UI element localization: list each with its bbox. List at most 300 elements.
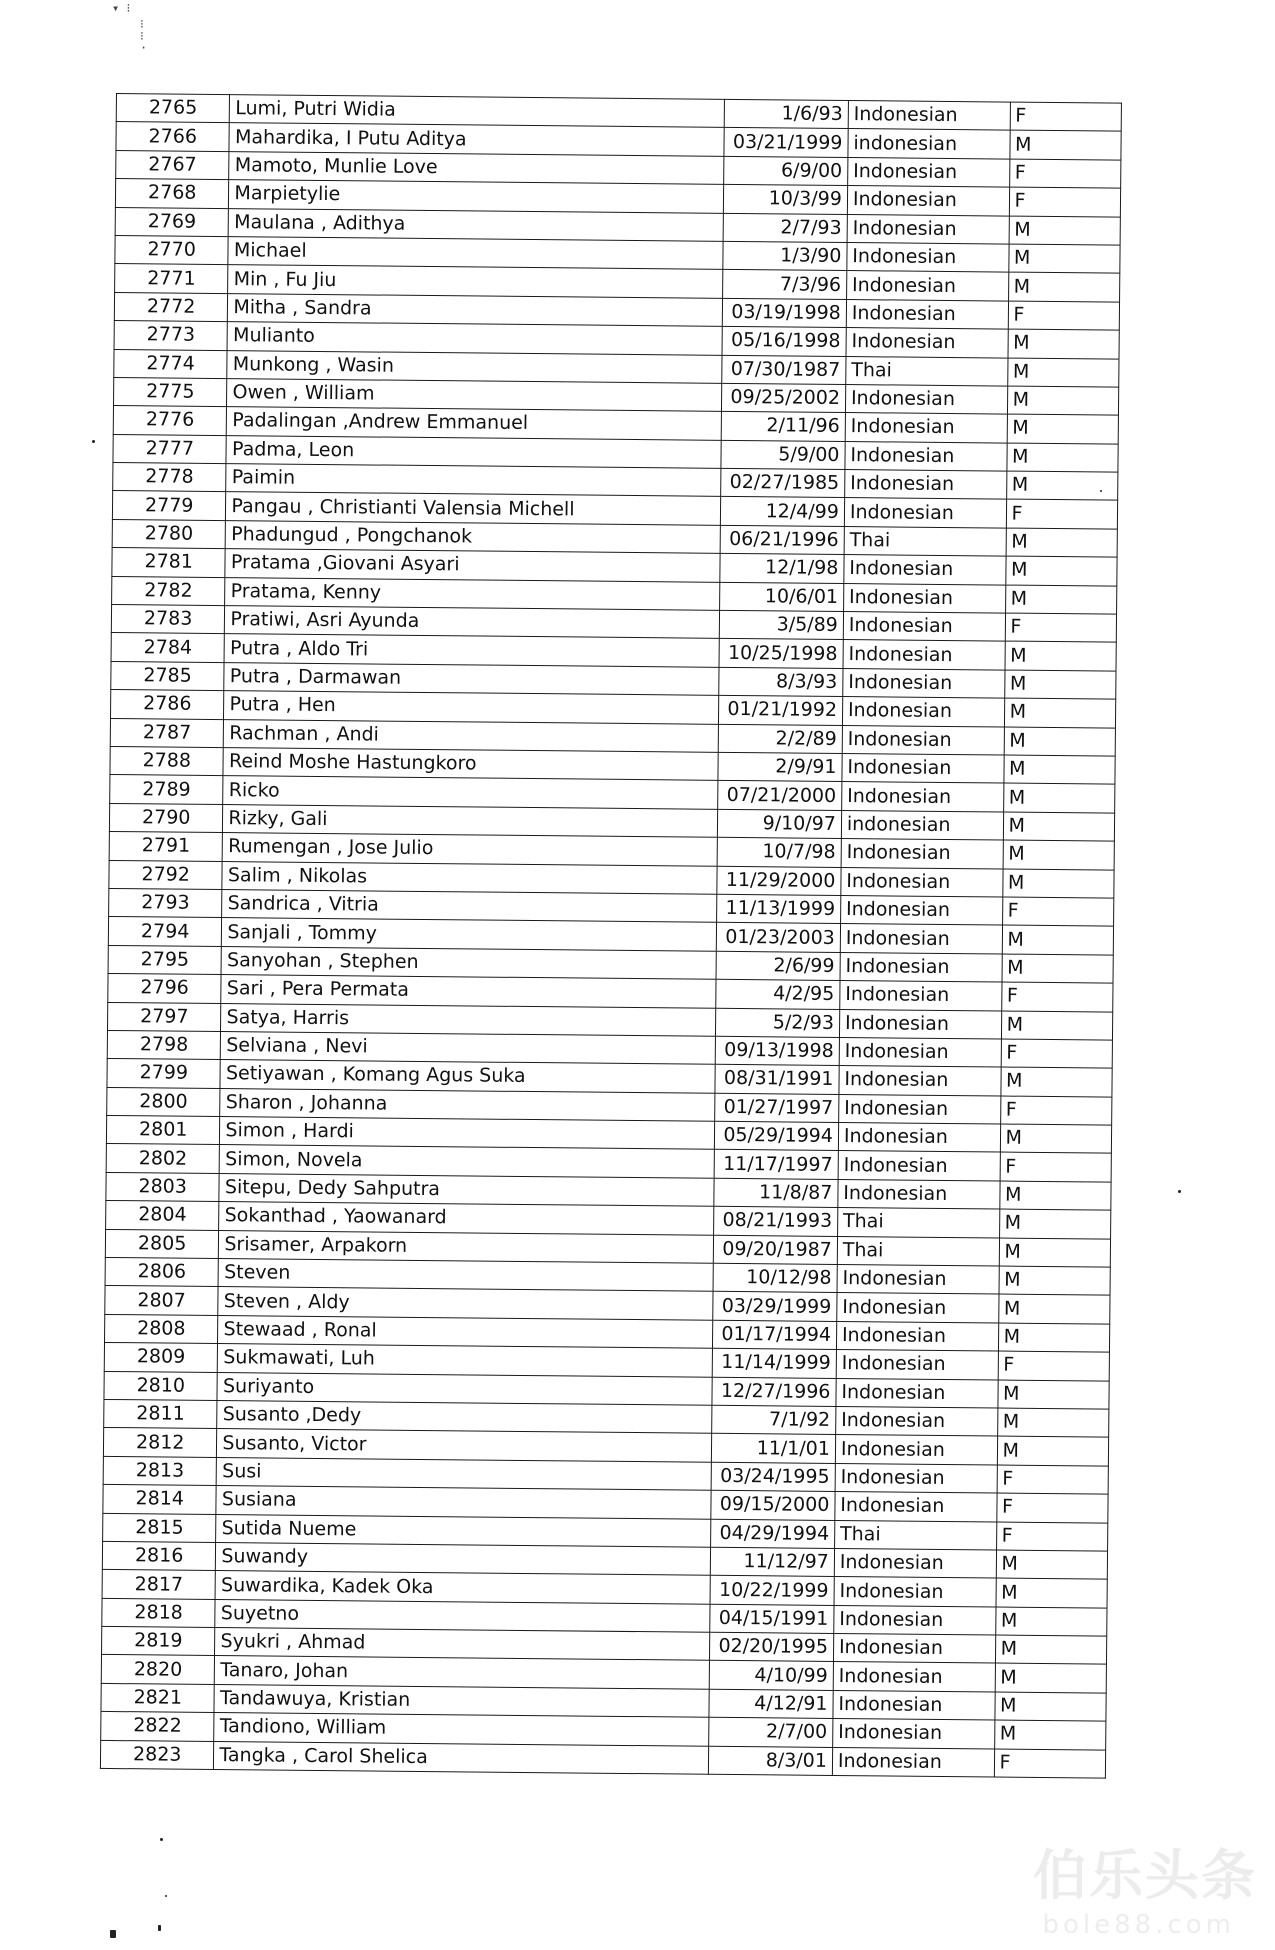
sex-cell: M [999, 1266, 1111, 1295]
name-cell: Steven [218, 1259, 713, 1292]
birthdate-cell: 04/15/1991 [710, 1604, 834, 1634]
row-number: 2809 [104, 1343, 218, 1372]
name-cell: Tandawuya, Kristian [214, 1684, 709, 1717]
birthdate-cell: 01/27/1997 [715, 1093, 839, 1123]
birthdate-cell: 01/23/2003 [717, 923, 841, 953]
row-number: 2775 [113, 377, 227, 406]
name-cell: Padma, Leon [226, 435, 721, 468]
nationality-cell: Indonesian [838, 1123, 1000, 1153]
sex-cell: M [1002, 869, 1114, 898]
sex-cell: F [1001, 982, 1113, 1011]
nationality-cell: indonesian [848, 129, 1010, 159]
row-number: 2793 [109, 888, 223, 917]
birthdate-cell: 11/1/01 [712, 1434, 836, 1464]
birthdate-cell: 11/12/97 [711, 1547, 835, 1577]
nationality-cell: Thai [837, 1208, 999, 1238]
name-cell: Syukri , Ahmad [215, 1628, 710, 1661]
row-number: 2816 [102, 1541, 216, 1570]
nationality-cell: Indonesian [837, 1293, 999, 1323]
sex-cell: F [1009, 187, 1121, 216]
nationality-cell: Indonesian [843, 640, 1005, 670]
sex-cell: F [1000, 1152, 1112, 1181]
nationality-cell: Indonesian [833, 1662, 995, 1692]
name-cell: Phadungud , Pongchanok [226, 520, 721, 553]
row-number: 2769 [115, 207, 229, 236]
sex-cell: M [1007, 358, 1119, 387]
nationality-cell: Indonesian [843, 583, 1005, 613]
sex-cell: F [1001, 1039, 1113, 1068]
birthdate-cell: 07/21/2000 [718, 781, 842, 811]
name-cell: Mamoto, Munlie Love [229, 151, 724, 184]
name-cell: Steven , Aldy [218, 1287, 713, 1320]
row-number: 2782 [112, 576, 226, 605]
roster-sheet [100, 93, 1122, 1779]
nationality-cell: Indonesian [846, 328, 1008, 358]
name-cell: Sanyohan , Stephen [221, 946, 716, 979]
nationality-cell: Indonesian [840, 895, 1002, 925]
name-cell: Padalingan ,Andrew Emmanuel [227, 407, 722, 440]
nationality-cell: Indonesian [841, 839, 1003, 869]
name-cell: Michael [228, 237, 723, 270]
birthdate-cell: 8/3/93 [719, 667, 843, 697]
name-cell: Sharon , Johanna [220, 1088, 715, 1121]
name-cell: Sanjali , Tommy [222, 918, 717, 951]
sex-cell: M [1002, 954, 1114, 983]
birthdate-cell: 01/17/1994 [713, 1320, 837, 1350]
birthdate-cell: 7/3/96 [723, 270, 847, 300]
birthdate-cell: 2/7/00 [709, 1718, 833, 1748]
sex-cell: F [998, 1351, 1110, 1380]
sex-cell: M [1004, 698, 1116, 727]
birthdate-cell: 3/5/89 [720, 610, 844, 640]
birthdate-cell: 11/8/87 [714, 1178, 838, 1208]
nationality-cell: Indonesian [839, 1094, 1001, 1124]
nationality-cell: Indonesian [841, 867, 1003, 897]
row-number: 2803 [106, 1172, 220, 1201]
birthdate-cell: 05/29/1994 [715, 1121, 839, 1151]
nationality-cell: Indonesian [837, 1264, 999, 1294]
row-number: 2765 [116, 94, 230, 123]
nationality-cell: Thai [844, 526, 1006, 556]
sex-cell: M [1009, 130, 1121, 159]
scan-speck [165, 1895, 167, 1897]
sex-cell: F [997, 1465, 1109, 1494]
row-number: 2823 [100, 1740, 214, 1769]
name-cell: Owen , William [227, 378, 722, 411]
nationality-cell: Indonesian [847, 214, 1009, 244]
row-number: 2767 [116, 150, 230, 179]
name-cell: Sitepu, Dedy Sahputra [219, 1173, 714, 1206]
name-cell: Pratiwi, Asri Ayunda [225, 606, 720, 639]
nationality-cell: Indonesian [840, 981, 1002, 1011]
row-number: 2770 [115, 235, 229, 264]
name-cell: Munkong , Wasin [227, 350, 722, 383]
name-cell: Rizky, Gali [223, 804, 718, 837]
name-cell: Pratama, Kenny [225, 577, 720, 610]
name-cell: Mahardika, I Putu Aditya [229, 123, 724, 156]
nationality-cell: Indonesian [833, 1719, 995, 1749]
sex-cell: M [998, 1294, 1110, 1323]
sex-cell: F [996, 1522, 1108, 1551]
name-cell: Tanaro, Johan [215, 1656, 710, 1689]
row-number: 2771 [115, 264, 229, 293]
sex-cell: M [999, 1181, 1111, 1210]
name-cell: Reind Moshe Hastungkoro [223, 748, 718, 781]
nationality-cell: indonesian [841, 810, 1003, 840]
birthdate-cell: 09/13/1998 [716, 1036, 840, 1066]
birthdate-cell: 12/1/98 [720, 554, 844, 584]
name-cell: Ricko [223, 776, 718, 809]
row-number: 2806 [105, 1257, 219, 1286]
sex-cell: M [997, 1408, 1109, 1437]
name-cell: Putra , Aldo Tri [224, 634, 719, 667]
row-number: 2796 [108, 974, 222, 1003]
row-number: 2801 [106, 1116, 220, 1145]
scan-speck [92, 440, 95, 443]
nationality-cell: Indonesian [845, 441, 1007, 471]
birthdate-cell: 07/30/1987 [722, 355, 846, 385]
birthdate-cell: 6/9/00 [724, 156, 848, 186]
name-cell: Sutida Nueme [216, 1514, 711, 1547]
name-cell: Putra , Darmawan [224, 662, 719, 695]
name-cell: Susi [217, 1457, 712, 1490]
sex-cell: F [1008, 301, 1120, 330]
sex-cell: M [1008, 329, 1120, 358]
row-number: 2820 [101, 1655, 215, 1684]
name-cell: Maulana , Adithya [229, 208, 724, 241]
birthdate-cell: 2/11/96 [722, 412, 846, 442]
birthdate-cell: 02/20/1995 [710, 1632, 834, 1662]
scan-speck [110, 1930, 116, 1938]
row-number: 2778 [113, 463, 227, 492]
row-number: 2794 [108, 917, 222, 946]
birthdate-cell: 03/19/1998 [723, 298, 847, 328]
row-number: 2773 [114, 321, 228, 350]
nationality-cell: Indonesian [845, 470, 1007, 500]
nationality-cell: Indonesian [847, 186, 1009, 216]
nationality-cell: Thai [837, 1236, 999, 1266]
nationality-cell: Indonesian [840, 924, 1002, 954]
nationality-cell: Indonesian [839, 1009, 1001, 1039]
sex-cell: M [997, 1436, 1109, 1465]
row-number: 2797 [108, 1002, 222, 1031]
sex-cell: M [1006, 528, 1118, 557]
birthdate-cell: 7/1/92 [712, 1405, 836, 1435]
name-cell: Susanto ,Dedy [217, 1401, 712, 1434]
sex-cell: M [997, 1380, 1109, 1409]
birthdate-cell: 2/2/89 [719, 724, 843, 754]
name-cell: Sukmawati, Luh [218, 1344, 713, 1377]
sex-cell: F [1000, 1096, 1112, 1125]
sex-cell: M [1005, 641, 1117, 670]
nationality-cell: Indonesian [836, 1406, 998, 1436]
name-cell: Srisamer, Arpakorn [219, 1230, 714, 1263]
birthdate-cell: 9/10/97 [718, 809, 842, 839]
name-cell: Suwandy [216, 1542, 711, 1575]
sex-cell: M [1007, 414, 1119, 443]
name-cell: Mulianto [227, 322, 722, 355]
row-number: 2813 [103, 1456, 217, 1485]
nationality-cell: Thai [846, 356, 1008, 386]
nationality-cell: Indonesian [843, 612, 1005, 642]
birthdate-cell: 02/27/1985 [721, 468, 845, 498]
sex-cell: M [998, 1323, 1110, 1352]
row-number: 2768 [115, 179, 229, 208]
row-number: 2777 [113, 434, 227, 463]
sex-cell: F [1005, 613, 1117, 642]
row-number: 2795 [108, 945, 222, 974]
sex-cell: F [1010, 102, 1122, 131]
sex-cell: M [1003, 783, 1115, 812]
nationality-cell: Indonesian [845, 413, 1007, 443]
sex-cell: F [1002, 897, 1114, 926]
row-number: 2783 [111, 605, 225, 634]
name-cell: Simon, Novela [220, 1145, 715, 1178]
sex-cell: M [994, 1720, 1106, 1749]
nationality-cell: Indonesian [848, 101, 1010, 131]
row-number: 2808 [105, 1314, 219, 1343]
birthdate-cell: 05/16/1998 [722, 326, 846, 356]
birthdate-cell: 5/2/93 [716, 1008, 840, 1038]
birthdate-cell: 11/13/1999 [717, 894, 841, 924]
sex-cell: F [994, 1749, 1106, 1778]
scan-margin-mark: ▾ ⁝ [112, 1, 131, 15]
sex-cell: M [1008, 272, 1120, 301]
sex-cell: M [999, 1209, 1111, 1238]
row-number: 2792 [109, 860, 223, 889]
row-number: 2798 [107, 1030, 221, 1059]
birthdate-cell: 03/24/1995 [712, 1462, 836, 1492]
name-cell: Salim , Nikolas [222, 861, 717, 894]
row-number: 2805 [105, 1229, 219, 1258]
row-number: 2776 [113, 406, 227, 435]
row-number: 2802 [106, 1144, 220, 1173]
birthdate-cell: 10/7/98 [718, 837, 842, 867]
birthdate-cell: 10/12/98 [713, 1263, 837, 1293]
roster-table [100, 93, 1122, 1779]
sex-cell: M [1007, 386, 1119, 415]
name-cell: Sandrica , Vitria [222, 889, 717, 922]
scan-speck [160, 1838, 163, 1841]
row-number: 2772 [114, 292, 228, 321]
name-cell: Suyetno [215, 1599, 710, 1632]
sex-cell: M [1004, 670, 1116, 699]
birthdate-cell: 10/25/1998 [719, 639, 843, 669]
birthdate-cell: 2/7/93 [724, 213, 848, 243]
nationality-cell: Indonesian [835, 1492, 997, 1522]
nationality-cell: Indonesian [834, 1605, 996, 1635]
birthdate-cell: 8/3/01 [709, 1746, 833, 1776]
nationality-cell: Indonesian [842, 782, 1004, 812]
sex-cell: M [1004, 727, 1116, 756]
sex-cell: M [995, 1607, 1107, 1636]
name-cell: Satya, Harris [221, 1003, 716, 1036]
row-number: 2818 [102, 1598, 216, 1627]
name-cell: Sari , Pera Permata [221, 975, 716, 1008]
nationality-cell: Indonesian [836, 1321, 998, 1351]
sex-cell: M [1002, 925, 1114, 954]
birthdate-cell: 2/9/91 [718, 752, 842, 782]
birthdate-cell: 08/21/1993 [714, 1207, 838, 1237]
nationality-cell: Indonesian [832, 1747, 994, 1777]
row-number: 2819 [102, 1627, 216, 1656]
row-number: 2810 [104, 1371, 218, 1400]
name-cell: Pangau , Christianti Valensia Michell [226, 492, 721, 525]
row-number: 2815 [103, 1513, 217, 1542]
name-cell: Stewaad , Ronal [218, 1315, 713, 1348]
name-cell: Susiana [216, 1486, 711, 1519]
row-number: 2766 [116, 122, 230, 151]
name-cell: Mitha , Sandra [228, 293, 723, 326]
nationality-cell: Indonesian [846, 299, 1008, 329]
row-number: 2822 [101, 1712, 215, 1741]
nationality-cell: Indonesian [847, 242, 1009, 272]
nationality-cell: Indonesian [845, 384, 1007, 414]
birthdate-cell: 10/3/99 [724, 185, 848, 215]
row-number: 2774 [114, 349, 228, 378]
scan-speck [1178, 1190, 1181, 1193]
sex-cell: F [996, 1493, 1108, 1522]
row-number: 2785 [111, 661, 225, 690]
watermark-url: bole88.com [1042, 1910, 1235, 1940]
birthdate-cell: 06/21/1996 [721, 525, 845, 555]
nationality-cell: Indonesian [835, 1435, 997, 1465]
row-number: 2821 [101, 1683, 215, 1712]
sex-cell: M [996, 1578, 1108, 1607]
name-cell: Selviana , Nevi [221, 1031, 716, 1064]
row-number: 2791 [109, 832, 223, 861]
nationality-cell: Indonesian [833, 1690, 995, 1720]
nationality-cell: Indonesian [834, 1577, 996, 1607]
name-cell: Pratama ,Giovani Asyari [225, 549, 720, 582]
name-cell: Suriyanto [217, 1372, 712, 1405]
row-number: 2788 [110, 746, 224, 775]
row-number: 2787 [110, 718, 224, 747]
nationality-cell: Indonesian [844, 498, 1006, 528]
nationality-cell: Indonesian [840, 952, 1002, 982]
birthdate-cell: 12/27/1996 [712, 1377, 836, 1407]
row-number: 2780 [112, 519, 226, 548]
birthdate-cell: 4/2/95 [716, 979, 840, 1009]
row-number: 2779 [112, 491, 226, 520]
name-cell: Rachman , Andi [224, 719, 719, 752]
birthdate-cell: 01/21/1992 [719, 696, 843, 726]
nationality-cell: Indonesian [838, 1151, 1000, 1181]
name-cell: Simon , Hardi [220, 1117, 715, 1150]
birthdate-cell: 09/15/2000 [711, 1490, 835, 1520]
birthdate-cell: 12/4/99 [721, 497, 845, 527]
name-cell: Rumengan , Jose Julio [223, 833, 718, 866]
sex-cell: M [995, 1663, 1107, 1692]
sex-cell: M [1006, 443, 1118, 472]
name-cell: Putra , Hen [224, 691, 719, 724]
name-cell: Lumi, Putri Widia [230, 95, 725, 128]
row-number: 2790 [109, 803, 223, 832]
roster-table-body [100, 94, 1121, 1779]
name-cell: Susanto, Victor [217, 1429, 712, 1462]
nationality-cell: Indonesian [839, 1037, 1001, 1067]
birthdate-cell: 03/29/1999 [713, 1292, 837, 1322]
row-number: 2784 [111, 633, 225, 662]
sex-cell: F [1006, 500, 1118, 529]
birthdate-cell: 09/20/1987 [714, 1235, 838, 1265]
nationality-cell: Indonesian [848, 157, 1010, 187]
birthdate-cell: 09/25/2002 [722, 383, 846, 413]
birthdate-cell: 4/12/91 [709, 1689, 833, 1719]
row-number: 2800 [107, 1087, 221, 1116]
birthdate-cell: 1/3/90 [723, 241, 847, 271]
sex-cell: M [1003, 840, 1115, 869]
sex-cell: M [1006, 471, 1118, 500]
nationality-cell: Indonesian [839, 1066, 1001, 1096]
sex-cell: M [1000, 1067, 1112, 1096]
watermark-logo: 伯乐头条 [1033, 1844, 1257, 1907]
nationality-cell: Indonesian [846, 271, 1008, 301]
sex-cell: M [1009, 216, 1121, 245]
scan-speck [158, 1925, 161, 1931]
birthdate-cell: 08/31/1991 [715, 1065, 839, 1095]
birthdate-cell: 10/22/1999 [710, 1576, 834, 1606]
sex-cell: M [995, 1635, 1107, 1664]
sex-cell: M [1008, 244, 1120, 273]
name-cell: Tangka , Carol Shelica [214, 1741, 709, 1774]
birthdate-cell: 4/10/99 [710, 1661, 834, 1691]
name-cell: Setiyawan , Komang Agus Suka [220, 1060, 715, 1093]
sex-cell: M [994, 1692, 1106, 1721]
birthdate-cell: 11/29/2000 [717, 866, 841, 896]
birthdate-cell: 03/21/1999 [724, 128, 848, 158]
nationality-cell: Indonesian [834, 1548, 996, 1578]
row-number: 2781 [112, 548, 226, 577]
nationality-cell: Indonesian [842, 697, 1004, 727]
sex-cell: M [996, 1550, 1108, 1579]
nationality-cell: Thai [834, 1520, 996, 1550]
nationality-cell: Indonesian [843, 668, 1005, 698]
name-cell: Tandiono, William [214, 1713, 709, 1746]
row-number: 2807 [105, 1286, 219, 1315]
nationality-cell: Indonesian [836, 1378, 998, 1408]
sex-cell: M [1003, 755, 1115, 784]
birthdate-cell: 11/17/1997 [715, 1150, 839, 1180]
row-number: 2789 [110, 775, 224, 804]
birthdate-cell: 11/14/1999 [713, 1348, 837, 1378]
birthdate-cell: 2/6/99 [716, 951, 840, 981]
row-number: 2786 [110, 690, 224, 719]
nationality-cell: Indonesian [835, 1463, 997, 1493]
sex-cell: M [1005, 585, 1117, 614]
nationality-cell: Indonesian [838, 1179, 1000, 1209]
birthdate-cell: 5/9/00 [721, 440, 845, 470]
nationality-cell: Indonesian [842, 753, 1004, 783]
sex-cell: M [999, 1238, 1111, 1267]
birthdate-cell: 04/29/1994 [711, 1519, 835, 1549]
name-cell: Paimin [226, 464, 721, 497]
nationality-cell: Indonesian [836, 1350, 998, 1380]
sex-cell: F [1009, 159, 1121, 188]
name-cell: Sokanthad , Yaowanard [219, 1202, 714, 1235]
birthdate-cell: 10/6/01 [720, 582, 844, 612]
nationality-cell: Indonesian [842, 725, 1004, 755]
name-cell: Min , Fu Jiu [228, 265, 723, 298]
row-number: 2799 [107, 1059, 221, 1088]
nationality-cell: Indonesian [833, 1634, 995, 1664]
row-number: 2811 [104, 1399, 218, 1428]
row-number: 2814 [103, 1485, 217, 1514]
birthdate-cell: 1/6/93 [725, 99, 849, 129]
row-number: 2812 [103, 1428, 217, 1457]
sex-cell: M [1001, 1011, 1113, 1040]
row-number: 2804 [106, 1201, 220, 1230]
